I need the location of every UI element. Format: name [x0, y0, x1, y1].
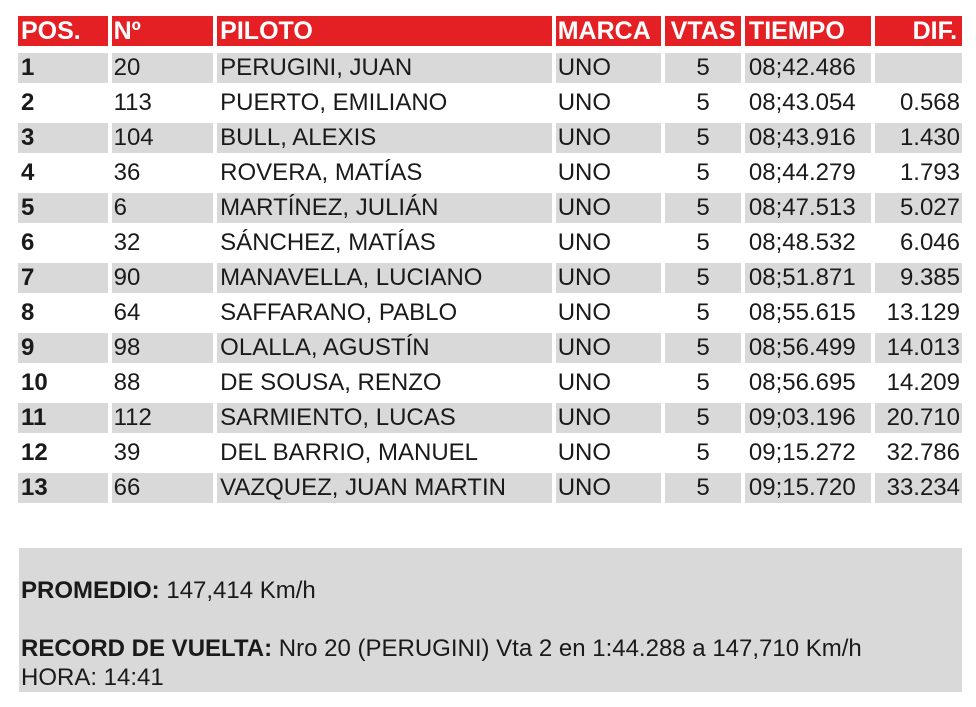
cell-gap: 33.234 [875, 473, 962, 503]
cell-laps: 5 [696, 88, 710, 116]
cell-laps: 5 [665, 403, 741, 433]
cell-number: 32 [113, 228, 141, 256]
cell-gap: 9.385 [875, 263, 962, 293]
cell-brand: UNO [556, 473, 662, 503]
cell-gap: 5.027 [875, 193, 962, 223]
header-brand: MARCA [556, 16, 662, 46]
header-driver: PILOTO [217, 16, 552, 46]
cell-number: 20 [112, 53, 214, 83]
cell-number: 113 [113, 88, 152, 116]
cell-time: 08;43.054 [748, 88, 856, 116]
cell-brand: UNO [557, 228, 612, 256]
cell-pos: 1 [18, 53, 108, 83]
cell-driver: SARMIENTO, LUCAS [217, 403, 552, 433]
table-header-row [18, 15, 962, 50]
table-row [18, 295, 962, 330]
cell-driver: MARTÍNEZ, JULIÁN [217, 193, 552, 223]
cell-pos: 9 [18, 333, 108, 363]
cell-pos: 5 [18, 193, 108, 223]
table-body [18, 50, 962, 505]
cell-brand: UNO [556, 333, 662, 363]
time-of-day: HORA: 14:41 [21, 664, 164, 691]
cell-brand: UNO [556, 263, 662, 293]
cell-laps: 5 [665, 263, 741, 293]
cell-time: 08;55.615 [748, 298, 856, 326]
cell-pos: 10 [21, 368, 48, 396]
cell-time: 08;42.486 [745, 53, 871, 83]
cell-driver: OLALLA, AGUSTÍN [217, 333, 552, 363]
average-speed-line [21, 577, 316, 605]
cell-time: 08;43.916 [745, 123, 871, 153]
table-row [18, 435, 962, 470]
cell-brand: UNO [557, 368, 612, 396]
cell-number: 98 [112, 333, 214, 363]
cell-laps: 5 [696, 438, 710, 466]
cell-driver: VAZQUEZ, JUAN MARTIN [217, 473, 552, 503]
cell-brand: UNO [556, 193, 662, 223]
cell-pos: 4 [21, 158, 35, 186]
results-table [18, 15, 962, 505]
cell-number: 36 [113, 158, 141, 186]
cell-time: 09;15.720 [745, 473, 871, 503]
cell-driver: DE SOUSA, RENZO [220, 368, 442, 396]
cell-driver: ROVERA, MATÍAS [220, 158, 423, 186]
table-row [18, 260, 962, 295]
cell-pos: 3 [18, 123, 108, 153]
cell-driver: SÁNCHEZ, MATÍAS [220, 228, 436, 256]
race-info-panel [19, 548, 962, 692]
table-row [18, 85, 962, 120]
cell-gap: 13.129 [886, 298, 960, 326]
lap-record-value: Nro 20 (PERUGINI) Vta 2 en 1:44.288 a 147,710 Km/h [272, 635, 862, 662]
cell-number: 90 [112, 263, 214, 293]
cell-driver: PUERTO, EMILIANO [220, 88, 448, 116]
table-row [18, 155, 962, 190]
cell-number: 66 [112, 473, 214, 503]
table-row [18, 365, 962, 400]
cell-pos: 13 [18, 473, 108, 503]
cell-time: 08;44.279 [748, 158, 856, 186]
cell-laps: 5 [665, 193, 741, 223]
lap-record-label: RECORD DE VUELTA: [21, 635, 273, 662]
cell-time: 08;51.871 [745, 263, 871, 293]
cell-pos: 2 [21, 88, 35, 116]
cell-number: 64 [113, 298, 141, 326]
table-row [18, 50, 962, 85]
cell-laps: 5 [665, 53, 741, 83]
cell-number: 104 [112, 123, 214, 153]
cell-driver: BULL, ALEXIS [217, 123, 552, 153]
cell-gap: 1.430 [875, 123, 962, 153]
cell-pos: 11 [18, 403, 108, 433]
header-gap: DIF. [875, 16, 962, 46]
cell-number: 88 [113, 368, 141, 396]
cell-laps: 5 [696, 228, 710, 256]
cell-time: 09;15.272 [748, 438, 856, 466]
table-row [18, 330, 962, 365]
cell-gap: 14.013 [875, 333, 962, 363]
lap-record-line [21, 635, 862, 663]
cell-pos: 12 [21, 438, 48, 466]
header-number: Nº [112, 16, 214, 46]
cell-gap: 0.568 [899, 88, 960, 116]
table-row [18, 190, 962, 225]
cell-laps: 5 [665, 333, 741, 363]
table-row [18, 225, 962, 260]
cell-brand: UNO [556, 53, 662, 83]
cell-time: 08;47.513 [745, 193, 871, 223]
table-row [18, 120, 962, 155]
cell-number: 6 [112, 193, 214, 223]
cell-laps: 5 [665, 123, 741, 153]
table-row [18, 400, 962, 435]
header-pos: POS. [18, 16, 108, 46]
cell-gap: 20.710 [875, 403, 962, 433]
cell-brand: UNO [557, 88, 612, 116]
cell-gap: 14.209 [886, 368, 960, 396]
cell-time: 08;56.499 [745, 333, 871, 363]
cell-gap: 32.786 [886, 438, 960, 466]
cell-driver: PERUGINI, JUAN [217, 53, 552, 83]
cell-number: 112 [112, 403, 214, 433]
cell-laps: 5 [696, 368, 710, 396]
cell-laps: 5 [696, 158, 710, 186]
average-speed-value: 147,414 Km/h [159, 577, 316, 604]
cell-pos: 7 [18, 263, 108, 293]
cell-driver: MANAVELLA, LUCIANO [217, 263, 552, 293]
cell-pos: 6 [21, 228, 35, 256]
cell-laps: 5 [665, 473, 741, 503]
cell-gap: 1.793 [899, 158, 960, 186]
table-row [18, 470, 962, 505]
cell-brand: UNO [557, 158, 612, 186]
cell-time: 08;56.695 [748, 368, 856, 396]
cell-laps: 5 [696, 298, 710, 326]
cell-gap: 6.046 [899, 228, 960, 256]
cell-time: 09;03.196 [745, 403, 871, 433]
cell-brand: UNO [557, 438, 612, 466]
cell-brand: UNO [556, 123, 662, 153]
cell-driver: SAFFARANO, PABLO [220, 298, 458, 326]
average-speed-label: PROMEDIO: [21, 577, 160, 604]
header-laps: VTAS [665, 16, 741, 46]
cell-number: 39 [113, 438, 141, 466]
cell-brand: UNO [557, 298, 612, 326]
cell-pos: 8 [21, 298, 35, 326]
cell-driver: DEL BARRIO, MANUEL [220, 438, 479, 466]
cell-time: 08;48.532 [748, 228, 856, 256]
cell-brand: UNO [556, 403, 662, 433]
header-time: TIEMPO [745, 16, 871, 46]
cell-gap [875, 53, 962, 83]
